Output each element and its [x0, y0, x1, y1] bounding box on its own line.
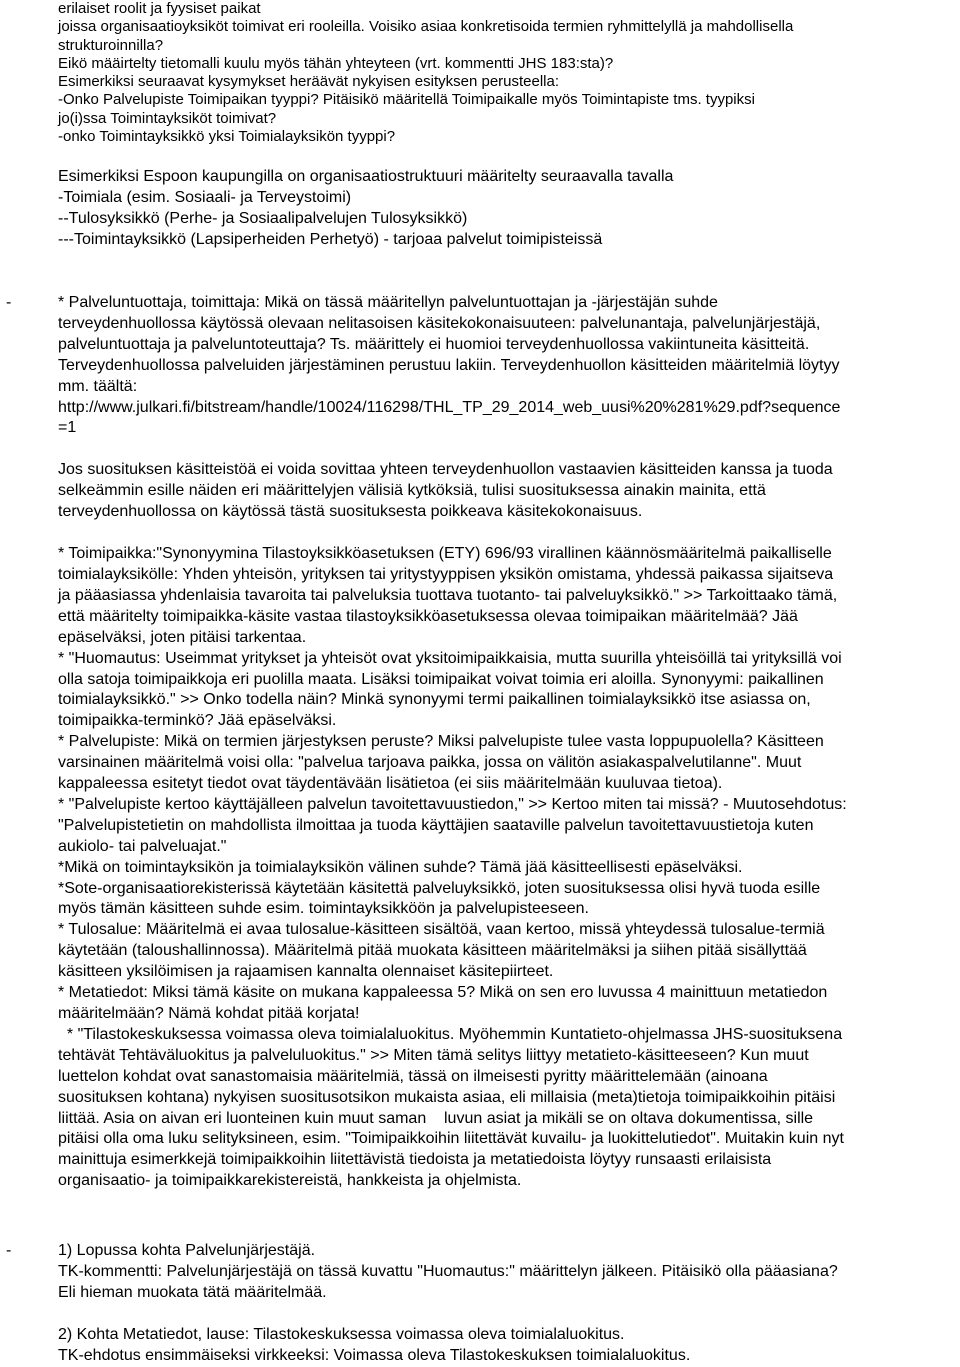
text-line: myös tämän käsitteen suhde esim. toimintayksikköön ja palvelupisteeseen.	[58, 900, 589, 918]
text-line: Eli hieman muokata tätä määritelmää.	[58, 1283, 327, 1301]
text-line: * Palveluntuottaja, toimittaja: Mikä on tässä määritellyn palveluntuottajan ja -järjestäjän suhde	[58, 294, 718, 311]
text-line: * Tulosalue: Määritelmä ei avaa tulosalue-käsitteen sisältöä, vaan kertoo, missä yhteydessä tulosalue-termiä	[58, 921, 825, 939]
text-line: "Palvelupistetietin on mahdollista ilmoittaa ja tuoda käyttäjien saataville palvelun tavoitettavuustietoja kuten	[58, 816, 814, 834]
text-line: * Metatiedot: Miksi tämä käsite on mukana kappaleessa 5? Mikä on sen ero luvussa 4 mainittuun metatiedon	[58, 984, 828, 1002]
text-line: epäselväksi, joten pitäisi tarkentaa.	[58, 628, 307, 646]
intro-block	[58, 0, 948, 251]
text-line: pitäisi olla oma luku selityksineen, esim. "Toimipaikkoihin liitettävät kuvailu- ja luokittelutiedot". Muitakin kuin nyt	[58, 1130, 844, 1148]
text-line: käytetään (taloushallinnossa). Määritelmä pitää muokata käsitteen määritelmäksi ja siihen pitää sisällyttää	[58, 942, 807, 960]
text-line: mainittuja esimerkkejä toimipaikkoihin liitettävistä tiedoista ja metatiedoista löytyy runsaasti erilaisista	[58, 1151, 772, 1169]
text-line: käsitteen yksilöimisen ja rajaamisen kannalta olennaiset käsitepiirteet.	[58, 963, 554, 981]
list-bullet: -	[6, 294, 12, 311]
paragraph-toimipaikka	[58, 544, 953, 1192]
text-line: Esimerkiksi seuraavat kysymykset heräävät nykyisen esityksen perusteella:	[58, 73, 560, 91]
paragraph-palveluntuottaja	[58, 293, 953, 439]
text-line: organisaatio- ja toimipaikkarekistereistä, hankkeista ja ohjelmista.	[58, 1172, 522, 1190]
text-line: terveydenhuollossa käytössä olevaan nelitasoisen käsitekokonaisuuteen: palvelunantaja, palvelunjärjestäjä,	[58, 314, 821, 332]
text-line: Jos suosituksen käsitteistöä ei voida sovittaa yhteen terveydenhuollon vastaavien käsitteiden kanssa ja tuoda	[58, 461, 833, 479]
text-line: varsinainen määritelmä voisi olla: "palvelua tarjoava paikka, jossa on välitön asiakaspalvelutilanne". Muut	[58, 754, 802, 772]
text-line: toimialayksikölle: Yhden yhteisön, yrityksen tai yritystyyppisen yksikön omistama, yhdessä paikassa sijaitseva	[58, 565, 834, 583]
text-line: * "Tilastokeskuksessa voimassa oleva toimialaluokitus. Myöhemmin Kuntatieto-ohjelmassa JHS-suosituksena	[58, 1025, 843, 1043]
text-line: jo(i)ssa Toimintayksiköt toimivat?	[58, 109, 277, 127]
link-url-continued[interactable]: =1	[58, 419, 77, 437]
text-line: --Tulosyksikkö (Perhe- ja Sosiaalipalvelujen Tulosyksikkö)	[58, 210, 468, 228]
text-line: liittää. Asia on aivan eri luonteinen kuin muut saman luvun asiat ja mikäli se on oltava dokumentissa, sille	[58, 1109, 814, 1127]
paragraph-kasitteisto	[58, 460, 953, 523]
text-line: ja pääasiassa yhdenlaisia tavaroita tai palveluksia tuottava tuotanto- tai palveluyksikkö." >> Tarkoittaako tämä,	[58, 586, 838, 604]
text-line: 2) Kohta Metatiedot, lause: Tilastokeskuksessa voimassa oleva toimialaluokitus.	[58, 1325, 625, 1343]
text-line: palveluntuottaja ja palveluntoteuttaja? Ts. määrittely ei huomioi terveydenhuollossa vakiintuneita käsitteitä.	[58, 335, 810, 353]
text-line: Esimerkiksi Espoon kaupungilla on organisaatiostruktuuri määritelty seuraavalla tavalla	[58, 168, 674, 186]
text-line: -Onko Palvelupiste Toimipaikan tyyppi? Pitäisikö määritellä Toimipaikalle myös Toimintapiste tms. tyypiksi	[58, 91, 755, 109]
text-line: tehtävät Tehtäväluokitus ja palveluluokitus." >> Miten tämä selitys liittyy metatieto-käsitteeseen? Kun muut	[58, 1046, 809, 1064]
text-line: mm. täältä:	[58, 377, 138, 395]
text-line: * Palvelupiste: Mikä on termien järjestyksen peruste? Miksi palvelupiste tulee vasta loppupuolella? Käsitteen	[58, 733, 824, 751]
list-bullet: -	[6, 1242, 12, 1259]
text-line: aukiolo- tai palveluajat."	[58, 837, 227, 855]
text-line: TK-kommentti: Palvelunjärjestäjä on tässä kuvattu "Huomautus:" määrittelyn jälkeen. Pitäisikö olla pääasiana?	[58, 1262, 838, 1280]
text-line: Terveydenhuollossa palveluiden järjestäminen perustuu lakiin. Terveydenhuollon käsitteiden määritelmiä löytyy	[58, 356, 840, 374]
section-2-body	[58, 1241, 953, 1367]
intro-text	[58, 0, 948, 146]
text-line: * "Huomautus: Useimmat yritykset ja yhteisöt ovat yksitoimipaikkaisia, mutta suurilla yhteisöillä tai yrityksillä voi	[58, 649, 842, 667]
text-line: selkeämmin esille näiden eri määrittelyjen välisiä kytköksiä, tulisi suosituksessa ainakin mainita, että	[58, 482, 766, 500]
text-line: ---Toimintayksikkö (Lapsiperheiden Perhetyö) - tarjoaa palvelut toimipisteissä	[58, 231, 603, 249]
text-line: *Sote-organisaatiorekisterissä käytetään käsitettä palveluyksikkö, joten suosituksessa olisi hyvä tuoda esille	[58, 879, 821, 897]
text-line: toimialayksikkö." >> Onko todella näin? Minkä synonyymi termi paikallinen toimialayksikkö itse asiassa on,	[58, 691, 811, 709]
text-line: määritelmään? Nämä kohdat pitää korjata!	[58, 1005, 360, 1022]
text-line: *Mikä on toimintayksikön ja toimialayksikön välinen suhde? Tämä jää käsitteellisesti epäselväksi.	[58, 858, 743, 876]
text-line: että määritelty toimipaikka-käsite vastaa tilastoyksikköasetuksessa olevaa toimipaikan määritelmää? Jää	[58, 607, 798, 625]
text-line: -Toimiala (esim. Sosiaali- ja Terveystoimi)	[58, 189, 352, 207]
text-line: 1) Lopussa kohta Palvelunjärjestäjä.	[58, 1242, 316, 1259]
paragraph-metatiedot	[58, 1325, 953, 1367]
text-line: -onko Toimintayksikkö yksi Toimialayksikön tyyppi?	[58, 128, 396, 146]
text-line: terveydenhuollossa on käytössä tästä suosituksesta poikkeava käsitekokonaisuus.	[58, 503, 643, 521]
text-line: suosituksen kohtana) nykyisen suositusotsikon mukaista asiaa, eli millaisia (meta)tietoja toimipaikkoihin pitäisi	[58, 1088, 836, 1106]
text-line: kappaleessa esitetyt tiedot ovat täydentävään lisätietoa (ei siis määritelmään kuuluvaa tietoa).	[58, 775, 723, 793]
text-line: strukturoinnilla?	[58, 36, 164, 54]
text-line: * Toimipaikka:"Synonyymina Tilastoyksikköasetuksen (ETY) 696/93 virallinen käännösmääritelmä paikalliselle	[58, 545, 832, 563]
text-line: Eikö määirtelty tietomalli kuulu myös tähän yhteyteen (vrt. kommentti JHS 183:sta)?	[58, 54, 614, 72]
text-line: joissa organisaatioyksiköt toimivat eri rooleilla. Voisiko asiaa konkretisoida termien ryhmittelyllä ja mahdollisella	[58, 18, 794, 36]
link-url[interactable]: http://www.julkari.fi/bitstream/handle/10024/116298/THL_TP_29_2014_web_uusi%20%281%29.pdf?sequence	[58, 398, 841, 416]
text-line: TK-ehdotus ensimmäiseksi virkkeeksi: Voimassa oleva Tilastokeskuksen toimialaluokitus.	[58, 1346, 691, 1364]
paragraph-palvelunjarjestaja	[58, 1241, 953, 1304]
text-line: olla satoja toimipaikkoja eri puolilla maata. Lisäksi toimipaikat voivat toimia eri aloilla. Synonyymi: paikallinen	[58, 670, 824, 688]
section-1-body	[58, 293, 953, 1192]
text-line: toimipaikka-terminkö? Jää epäselväksi.	[58, 712, 337, 730]
espoo-example	[58, 167, 948, 251]
text-line: luettelon kohdat ovat sanastomaisia määritelmiä, tässä on ilmeisesti pyritty määrittelemään (ainoana	[58, 1067, 768, 1085]
text-line: * "Palvelupiste kertoo käyttäjälleen palvelun tavoitettavuustiedon," >> Kertoo miten tai missä? - Muutosehdotus:	[58, 795, 847, 813]
text-line: erilaiset roolit ja fyysiset paikat	[58, 0, 261, 17]
